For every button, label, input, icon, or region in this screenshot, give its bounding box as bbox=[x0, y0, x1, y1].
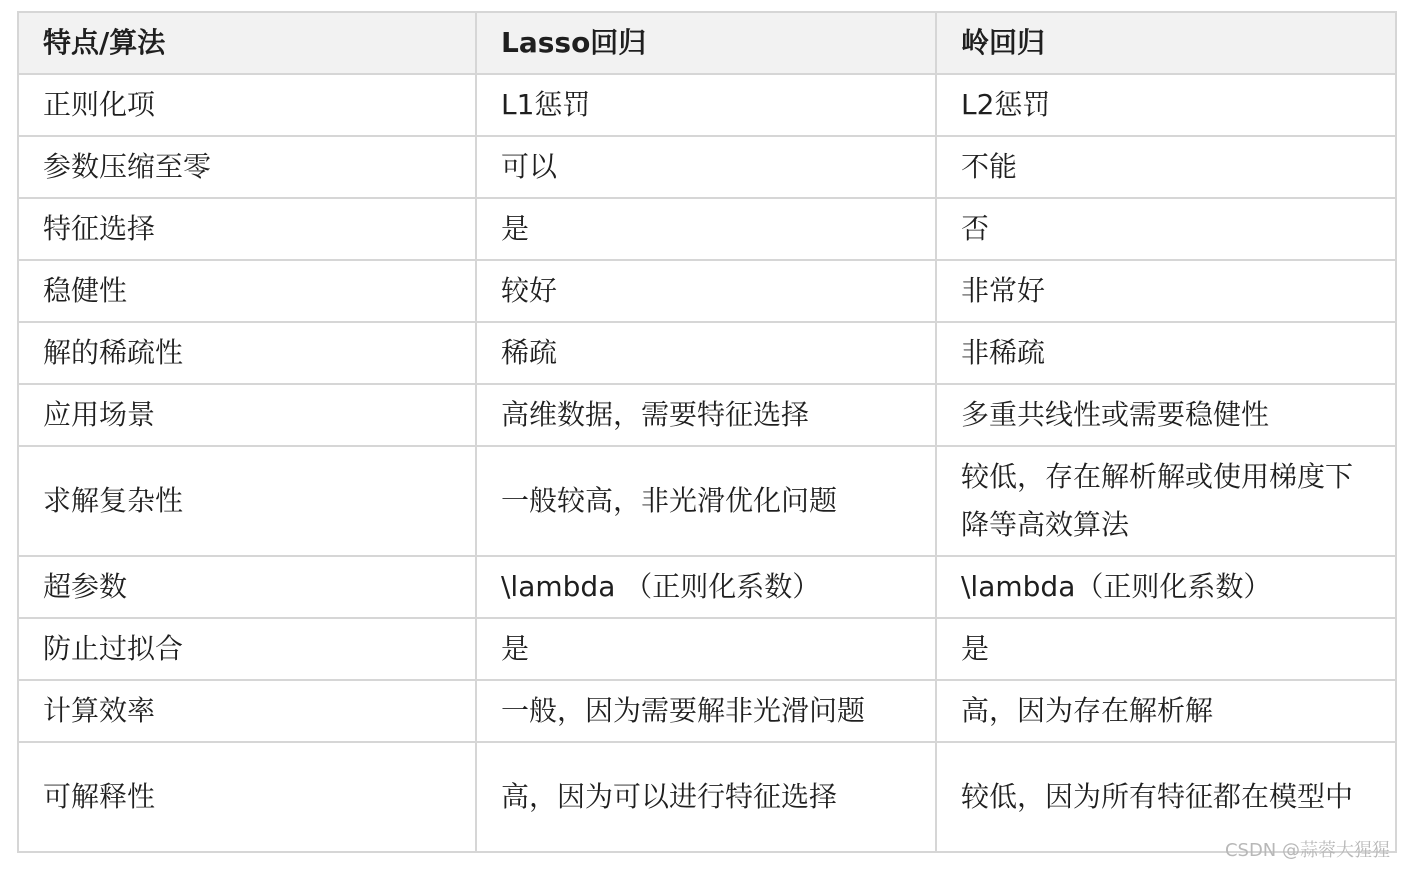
cell-lasso: 是 bbox=[476, 198, 936, 260]
table-row bbox=[18, 260, 1396, 322]
cell-feature: 应用场景 bbox=[18, 384, 476, 446]
table-row bbox=[18, 556, 1396, 618]
cell-lasso: \lambda （正则化系数） bbox=[476, 556, 936, 618]
cell-lasso: 一般，因为需要解非光滑问题 bbox=[476, 680, 936, 742]
table-row bbox=[18, 74, 1396, 136]
cell-feature: 解的稀疏性 bbox=[18, 322, 476, 384]
cell-ridge: 高，因为存在解析解 bbox=[936, 680, 1396, 742]
header-ridge: 岭回归 bbox=[936, 12, 1396, 74]
cell-lasso: 是 bbox=[476, 618, 936, 680]
cell-feature: 求解复杂性 bbox=[18, 446, 476, 556]
watermark: CSDN @蒜蓉大猩猩 bbox=[1224, 840, 1390, 861]
cell-ridge: 不能 bbox=[936, 136, 1396, 198]
comparison-table bbox=[17, 11, 1397, 853]
table-row bbox=[18, 680, 1396, 742]
cell-ridge: 较低，因为所有特征都在模型中 bbox=[936, 742, 1396, 852]
cell-feature: 超参数 bbox=[18, 556, 476, 618]
table-row bbox=[18, 136, 1396, 198]
cell-ridge: 非稀疏 bbox=[936, 322, 1396, 384]
cell-lasso: 稀疏 bbox=[476, 322, 936, 384]
cell-lasso: L1惩罚 bbox=[476, 74, 936, 136]
cell-feature: 防止过拟合 bbox=[18, 618, 476, 680]
cell-ridge: 是 bbox=[936, 618, 1396, 680]
cell-ridge: 多重共线性或需要稳健性 bbox=[936, 384, 1396, 446]
table-row bbox=[18, 446, 1396, 556]
table-row bbox=[18, 742, 1396, 852]
cell-feature: 稳健性 bbox=[18, 260, 476, 322]
table-row bbox=[18, 618, 1396, 680]
table-header-row bbox=[18, 12, 1396, 74]
cell-ridge: L2惩罚 bbox=[936, 74, 1396, 136]
cell-feature: 计算效率 bbox=[18, 680, 476, 742]
cell-lasso: 高，因为可以进行特征选择 bbox=[476, 742, 936, 852]
header-feature: 特点/算法 bbox=[18, 12, 476, 74]
cell-lasso: 较好 bbox=[476, 260, 936, 322]
cell-feature: 特征选择 bbox=[18, 198, 476, 260]
cell-feature: 参数压缩至零 bbox=[18, 136, 476, 198]
cell-lasso: 一般较高，非光滑优化问题 bbox=[476, 446, 936, 556]
table-row bbox=[18, 198, 1396, 260]
table-row bbox=[18, 384, 1396, 446]
cell-lasso: 可以 bbox=[476, 136, 936, 198]
cell-feature: 正则化项 bbox=[18, 74, 476, 136]
comparison-table-container bbox=[17, 11, 1395, 853]
cell-ridge: \lambda（正则化系数） bbox=[936, 556, 1396, 618]
cell-ridge: 非常好 bbox=[936, 260, 1396, 322]
cell-feature: 可解释性 bbox=[18, 742, 476, 852]
cell-lasso: 高维数据，需要特征选择 bbox=[476, 384, 936, 446]
header-lasso: Lasso回归 bbox=[476, 12, 936, 74]
cell-ridge: 较低，存在解析解或使用梯度下降等高效算法 bbox=[936, 446, 1396, 556]
table-row bbox=[18, 322, 1396, 384]
cell-ridge: 否 bbox=[936, 198, 1396, 260]
